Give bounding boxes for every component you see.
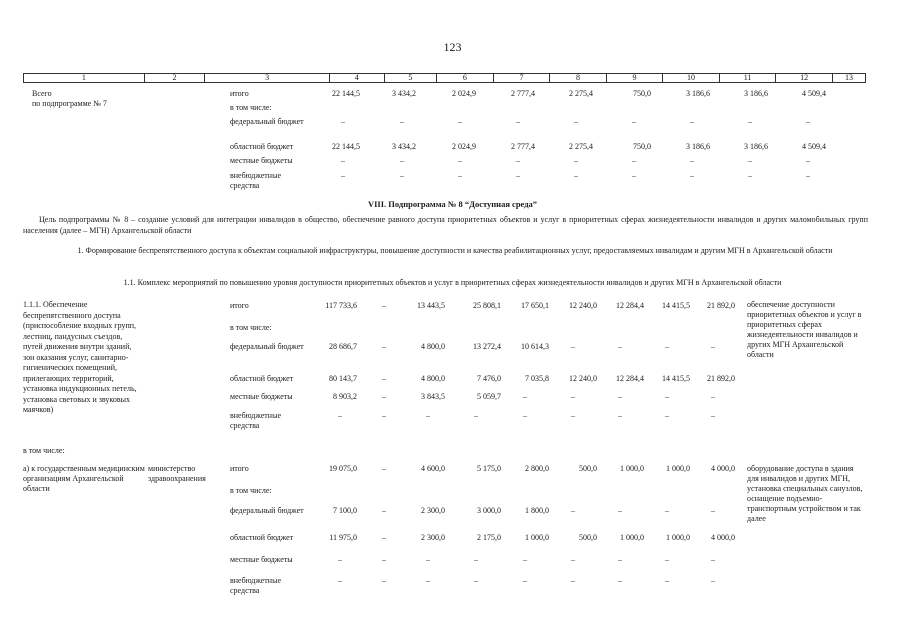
funding-value-cell: 500,0	[579, 533, 597, 542]
funding-value-cell: 3 434,2	[392, 89, 416, 98]
funding-value-cell: –	[382, 301, 386, 310]
funding-value-cell: 4 000,0	[711, 533, 735, 542]
funding-value-cell: –	[474, 555, 478, 564]
funding-value-cell: –	[382, 464, 386, 473]
funding-value-cell: –	[516, 171, 520, 180]
funding-value-cell: 7 035,8	[525, 374, 549, 383]
funding-value-cell: –	[382, 374, 386, 383]
funding-value-cell: –	[748, 171, 752, 180]
funding-value-cell: 12 284,4	[616, 301, 644, 310]
funding-value-cell: 1 000,0	[620, 464, 644, 473]
funding-value-cell: 1 000,0	[525, 533, 549, 542]
column-number-11: 11	[720, 74, 777, 82]
funding-value-cell: –	[382, 576, 386, 585]
funding-value-cell: –	[400, 156, 404, 165]
funding-value-cell: –	[571, 506, 575, 515]
funding-value-cell: 7 100,0	[333, 506, 357, 515]
task-heading: 1. Формирование беспрепятственного доступа к объектам социальной инфраструктуры, повышение доступности и качества реабилитационных услуг, предоставляемых инвалидам и другим МГН в Архангельской области	[77, 246, 833, 255]
column-number-4: 4	[330, 74, 385, 82]
funding-value-cell: 2 777,4	[511, 89, 535, 98]
funding-value-cell: 1 000,0	[666, 464, 690, 473]
funding-value-cell: 3 843,5	[421, 392, 445, 401]
funding-value-cell: –	[382, 555, 386, 564]
funding-value-cell: 17 650,1	[521, 301, 549, 310]
funding-value-cell: –	[711, 342, 715, 351]
funding-value-cell: –	[400, 117, 404, 126]
column-number-3: 3	[205, 74, 330, 82]
funding-value-cell: 13 443,5	[417, 301, 445, 310]
funding-value-cell: 3 186,6	[744, 89, 768, 98]
funding-source-label: местные бюджеты	[230, 392, 293, 401]
measure-1-1-1-name: 1.1.1. Обеспечение беспрепятственного доступа (приспособление входных групп, лестниц, пандусных съездов, путей движения внутри зданий, зон оказания услуг, санитарно-гигиенических помещений, прилегающих территорий, установка индукционных петель, установка световых и звуковых маячков)	[23, 300, 137, 414]
funding-value-cell: 13 272,4	[473, 342, 501, 351]
funding-value-cell: 12 284,4	[616, 374, 644, 383]
funding-value-cell: –	[523, 411, 527, 420]
funding-value-cell: –	[382, 411, 386, 420]
funding-value-cell: 14 415,5	[662, 374, 690, 383]
column-number-13: 13	[844, 73, 853, 82]
funding-source-label: областной бюджет	[230, 374, 294, 383]
funding-source-label: в том числе:	[230, 103, 272, 112]
funding-value-cell: 4 800,0	[421, 342, 445, 351]
funding-value-cell: –	[474, 576, 478, 585]
funding-value-cell: –	[806, 171, 810, 180]
funding-value-cell: –	[382, 506, 386, 515]
funding-source-label: федеральный бюджет	[230, 117, 304, 126]
funding-value-cell: –	[618, 411, 622, 420]
funding-value-cell: 8 903,2	[333, 392, 357, 401]
funding-value-cell: –	[426, 576, 430, 585]
funding-value-cell: 22 144,5	[332, 142, 360, 151]
funding-value-cell: 3 186,6	[686, 89, 710, 98]
column-number-10: 10	[663, 74, 720, 82]
funding-value-cell: –	[665, 506, 669, 515]
funding-source-label: областной бюджет	[230, 533, 294, 542]
funding-value-cell: 5 059,7	[477, 392, 501, 401]
column-number-7: 7	[494, 74, 551, 82]
funding-source-label: внебюджетные средства	[230, 576, 281, 595]
funding-source-label: местные бюджеты	[230, 555, 293, 564]
funding-value-cell: –	[632, 156, 636, 165]
funding-value-cell: 2 800,0	[525, 464, 549, 473]
funding-source-label: внебюджетные средства	[230, 411, 281, 430]
funding-value-cell: 4 509,4	[802, 89, 826, 98]
funding-value-cell: –	[523, 392, 527, 401]
funding-value-cell: –	[665, 576, 669, 585]
total-label-subprogram: по подпрограмме № 7	[32, 99, 107, 108]
funding-value-cell: –	[632, 117, 636, 126]
funding-value-cell: 1 000,0	[620, 533, 644, 542]
funding-value-cell: 22 144,5	[332, 89, 360, 98]
funding-value-cell: –	[523, 555, 527, 564]
funding-value-cell: 117 733,6	[325, 301, 357, 310]
funding-value-cell: –	[711, 506, 715, 515]
funding-value-cell: 2 024,9	[452, 142, 476, 151]
funding-value-cell: –	[571, 576, 575, 585]
funding-source-label: в том числе:	[230, 323, 272, 332]
funding-value-cell: 4 509,4	[802, 142, 826, 151]
funding-value-cell: –	[806, 117, 810, 126]
funding-value-cell: 7 476,0	[477, 374, 501, 383]
measure-a-executor: министерство здравоохранения	[148, 464, 206, 483]
funding-value-cell: –	[618, 555, 622, 564]
column-number-6: 6	[437, 74, 494, 82]
funding-source-label: федеральный бюджет	[230, 506, 304, 515]
funding-value-cell: 25 808,1	[473, 301, 501, 310]
measure-a-name: а) к государственным медицинским организациям Архангельской области	[23, 464, 145, 493]
funding-source-label: итого	[230, 464, 249, 473]
funding-value-cell: 2 275,4	[569, 142, 593, 151]
funding-value-cell: –	[748, 156, 752, 165]
funding-value-cell: 2 024,9	[452, 89, 476, 98]
funding-value-cell: 14 415,5	[662, 301, 690, 310]
funding-value-cell: –	[571, 411, 575, 420]
funding-value-cell: 11 975,0	[329, 533, 357, 542]
funding-value-cell: 750,0	[633, 89, 651, 98]
funding-value-cell: 2 175,0	[477, 533, 501, 542]
column-number-1: 1	[24, 74, 145, 82]
funding-value-cell: –	[690, 156, 694, 165]
funding-value-cell: –	[632, 171, 636, 180]
funding-value-cell: –	[618, 506, 622, 515]
funding-value-cell: 10 614,3	[521, 342, 549, 351]
section-title: VIII. Подпрограмма № 8 “Доступная среда”	[367, 199, 538, 209]
funding-value-cell: –	[571, 392, 575, 401]
complex-heading: 1.1. Комплекс мероприятий по повышению уровня доступности приоритетных объектов и услуг в приоритетных сферах жизнедеятельности инвалидов и других МГН в Архангельской области	[123, 278, 782, 287]
funding-source-label: местные бюджеты	[230, 156, 293, 165]
page-number: 123	[443, 40, 462, 54]
funding-value-cell: –	[711, 392, 715, 401]
funding-value-cell: –	[341, 171, 345, 180]
funding-value-cell: –	[458, 117, 462, 126]
funding-value-cell: –	[711, 411, 715, 420]
funding-value-cell: –	[574, 156, 578, 165]
funding-value-cell: –	[338, 555, 342, 564]
total-label: Всего	[32, 89, 52, 98]
funding-value-cell: –	[382, 342, 386, 351]
funding-value-cell: 2 777,4	[511, 142, 535, 151]
funding-value-cell: 19 075,0	[329, 464, 357, 473]
funding-value-cell: –	[458, 156, 462, 165]
funding-value-cell: 3 434,2	[392, 142, 416, 151]
funding-value-cell: –	[426, 411, 430, 420]
funding-value-cell: 500,0	[579, 464, 597, 473]
funding-source-label: в том числе:	[230, 486, 272, 495]
funding-source-label: областной бюджет	[230, 142, 294, 151]
funding-value-cell: –	[571, 342, 575, 351]
funding-value-cell: –	[665, 411, 669, 420]
funding-value-cell: 12 240,0	[569, 301, 597, 310]
funding-value-cell: –	[382, 533, 386, 542]
funding-value-cell: –	[458, 171, 462, 180]
funding-value-cell: –	[618, 342, 622, 351]
funding-value-cell: –	[341, 117, 345, 126]
subprogram-goal-text: Цель подпрограммы № 8 – создание условий для интеграции инвалидов в общество, обеспечение равного доступа приоритетных объектов и услуг в приоритетных сферах жизнедеятельности инвалидов и других маломобильных групп населения (далее – МГН) Архангельской области	[23, 215, 868, 235]
including-label: в том числе:	[23, 446, 65, 455]
funding-value-cell: –	[516, 156, 520, 165]
funding-value-cell: –	[338, 411, 342, 420]
table-column-numbers-row	[23, 73, 866, 83]
funding-value-cell: 2 300,0	[421, 533, 445, 542]
funding-source-label: итого	[230, 301, 249, 310]
funding-source-label: внебюджетные средства	[230, 171, 281, 190]
funding-value-cell: 80 143,7	[329, 374, 357, 383]
funding-value-cell: –	[474, 411, 478, 420]
funding-value-cell: 750,0	[633, 142, 651, 151]
funding-value-cell: –	[618, 576, 622, 585]
funding-value-cell: 4 600,0	[421, 464, 445, 473]
measure-1-1-1-result: обеспечение доступности приоритетных объектов и услуг в приоритетных сферах жизнедеятельности инвалидов и других МГН Архангельской области	[747, 300, 862, 359]
funding-value-cell: 21 892,0	[707, 301, 735, 310]
funding-value-cell: 2 275,4	[569, 89, 593, 98]
funding-source-label: итого	[230, 89, 249, 98]
funding-value-cell: –	[400, 171, 404, 180]
funding-value-cell: –	[516, 117, 520, 126]
funding-value-cell: –	[711, 555, 715, 564]
funding-value-cell: 4 800,0	[421, 374, 445, 383]
funding-value-cell: 28 686,7	[329, 342, 357, 351]
column-number-2: 2	[145, 74, 205, 82]
funding-value-cell: 2 300,0	[421, 506, 445, 515]
funding-value-cell: –	[426, 555, 430, 564]
measure-a-result: оборудование доступа в здания для инвалидов и других МГН, установка специальных санузлов, оснащение подъемно-транспортным устройством и так далее	[747, 464, 863, 523]
funding-value-cell: –	[711, 576, 715, 585]
funding-value-cell: 4 000,0	[711, 464, 735, 473]
funding-value-cell: –	[574, 171, 578, 180]
funding-value-cell: –	[806, 156, 810, 165]
funding-value-cell: 3 186,6	[686, 142, 710, 151]
funding-value-cell: 1 800,0	[525, 506, 549, 515]
funding-value-cell: –	[523, 576, 527, 585]
funding-value-cell: –	[618, 392, 622, 401]
funding-value-cell: 3 186,6	[744, 142, 768, 151]
funding-value-cell: 21 892,0	[707, 374, 735, 383]
funding-value-cell: –	[338, 576, 342, 585]
funding-value-cell: –	[341, 156, 345, 165]
funding-value-cell: –	[665, 555, 669, 564]
funding-value-cell: –	[748, 117, 752, 126]
funding-value-cell: 3 000,0	[477, 506, 501, 515]
funding-value-cell: –	[665, 392, 669, 401]
funding-value-cell: 1 000,0	[666, 533, 690, 542]
funding-value-cell: 5 175,0	[477, 464, 501, 473]
funding-value-cell: –	[574, 117, 578, 126]
funding-source-label: федеральный бюджет	[230, 342, 304, 351]
funding-value-cell: 12 240,0	[569, 374, 597, 383]
column-number-5: 5	[385, 74, 438, 82]
column-number-8: 8	[550, 74, 607, 82]
column-number-9: 9	[607, 74, 664, 82]
funding-value-cell: –	[382, 392, 386, 401]
funding-value-cell: –	[690, 117, 694, 126]
column-number-12: 12	[776, 74, 833, 82]
funding-value-cell: –	[690, 171, 694, 180]
funding-value-cell: –	[665, 342, 669, 351]
funding-value-cell: –	[571, 555, 575, 564]
